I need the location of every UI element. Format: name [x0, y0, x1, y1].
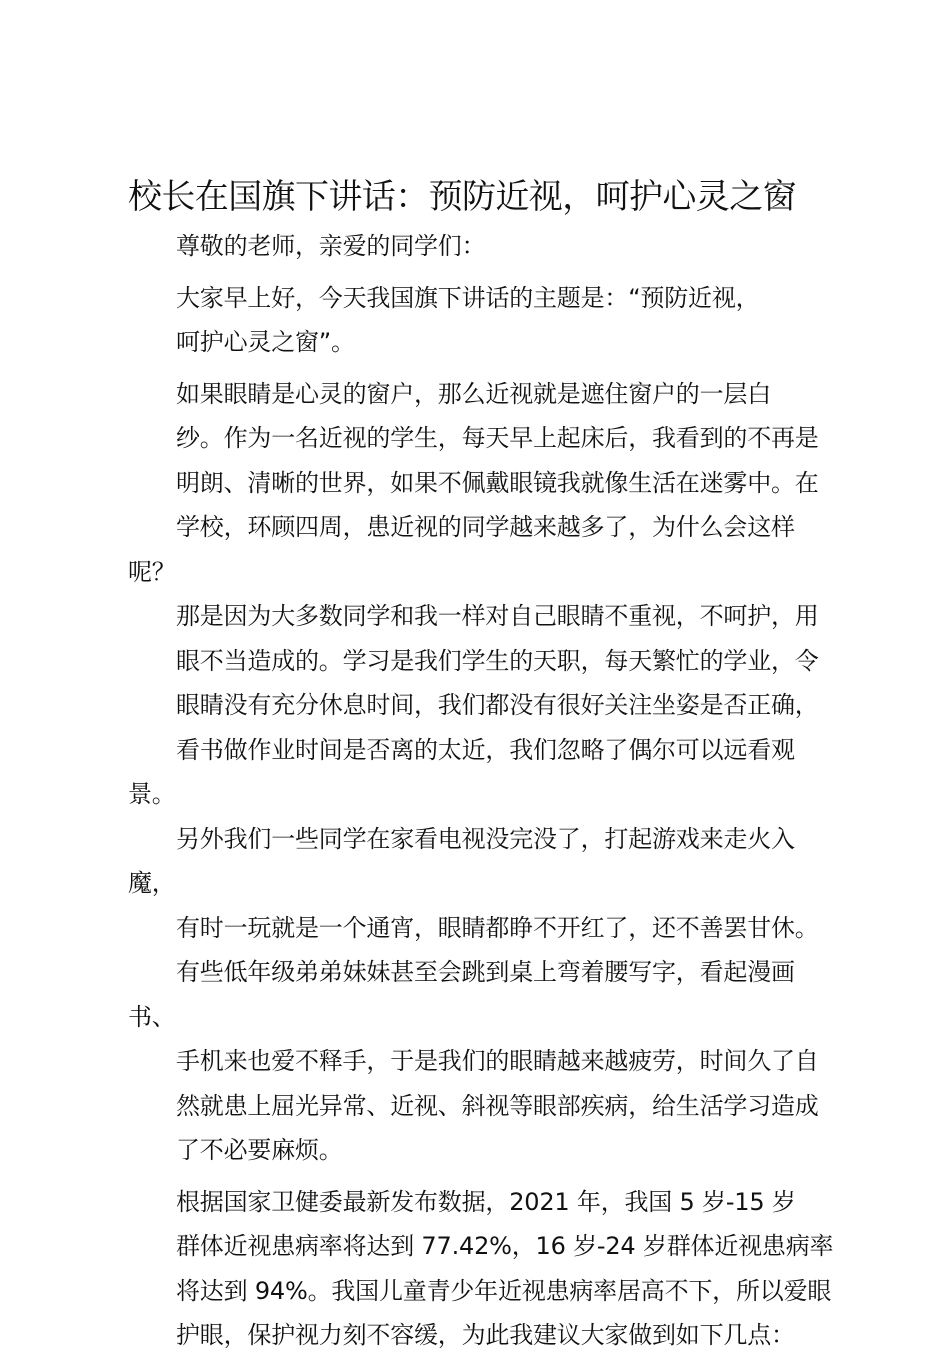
text-line: 根据国家卫健委最新发布数据，2021 年，我国 5 岁-15 岁 — [176, 1187, 796, 1216]
paragraph — [128, 1180, 836, 1358]
text-line: 群体近视患病率将达到 77.42%，16 岁-24 岁群体近视患病率 — [176, 1232, 834, 1260]
document-title: 校长在国旗下讲话：预防近视，呵护心灵之窗 — [128, 177, 796, 217]
text-line: 手机来也爱不释手，于是我们的眼睛越来越疲劳，时间久了自 — [176, 1047, 819, 1075]
paragraph — [128, 372, 836, 1173]
text-line: 护眼，保护视力刻不容缓，为此我建议大家做到如下几点： — [176, 1321, 795, 1349]
text-line: 眼不当造成的。学习是我们学生的天职，每天繁忙的学业，令 — [176, 646, 819, 675]
document-body — [128, 224, 836, 1365]
text-line: 将达到 94%。我国儿童青少年近视患病率居高不下，所以爱眼 — [176, 1276, 832, 1305]
text-line: 另外我们一些同学在家看电视没完没了，打起游戏来走火入魔， — [128, 824, 795, 897]
text-line: 学校，环顾四周，患近视的同学越来越多了，为什么会这样呢？ — [128, 513, 795, 586]
text-line: 看书做作业时间是否离的太近，我们忽略了偶尔可以远看观景。 — [128, 735, 795, 808]
text-line: 然就患上屈光异常、近视、斜视等眼部疾病，给生活学习造成 — [176, 1091, 819, 1120]
text-line: 如果眼睛是心灵的窗户，那么近视就是遮住窗户的一层白 — [176, 379, 771, 408]
text-line: 明朗、清晰的世界，如果不佩戴眼镜我就像生活在迷雾中。在 — [176, 468, 819, 497]
text-line: 眼睛没有充分休息时间，我们都没有很好关注坐姿是否正确， — [176, 691, 819, 719]
text-line: 有些低年级弟弟妹妹甚至会跳到桌上弯着腰写字，看起漫画书、 — [128, 958, 795, 1031]
text-line: 纱。作为一名近视的学生，每天早上起床后，我看到的不再是 — [176, 424, 819, 452]
text-line: 大家早上好，今天我国旗下讲话的主题是：“预防近视， — [176, 283, 760, 312]
paragraph — [128, 224, 836, 269]
text-line: 呵护心灵之窗”。 — [176, 328, 355, 356]
text-line: 那是因为大多数同学和我一样对自己眼睛不重视，不呵护，用 — [176, 602, 819, 630]
text-line: 了不必要麻烦。 — [176, 1136, 343, 1164]
text-line: 有时一玩就是一个通宵，眼睛都睁不开红了，还不善罢甘休。 — [176, 913, 819, 942]
paragraph — [128, 276, 836, 365]
text-line: 尊敬的老师，亲爱的同学们： — [176, 232, 486, 260]
